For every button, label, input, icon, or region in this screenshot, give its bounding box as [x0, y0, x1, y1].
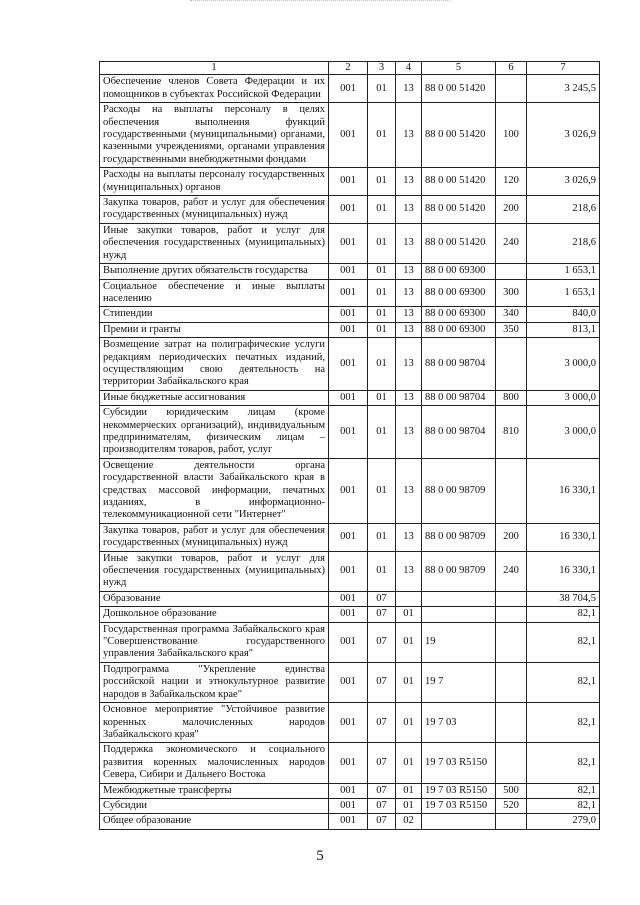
row-target-article: 19 7 03 R5150 — [422, 783, 496, 798]
table-header — [100, 62, 600, 75]
table-row — [100, 551, 600, 591]
row-target-article: 88 0 00 69300 — [422, 307, 496, 322]
row-ministry-code: 001 — [329, 814, 368, 829]
row-amount: 38 704,5 — [527, 591, 600, 606]
row-subsection-code: 01 — [396, 607, 422, 622]
row-name: Расходы на выплаты персоналу государственных (муниципальных) органов — [100, 168, 329, 196]
row-subsection-code: 02 — [396, 814, 422, 829]
top-edge-mark — [190, 0, 450, 1]
row-amount: 82,1 — [527, 662, 600, 702]
row-section-code: 07 — [368, 591, 396, 606]
row-name: Подпрограмма "Укрепление единства российской нации и этнокультурное развитие народов в Забайкальском крае" — [100, 662, 329, 702]
row-target-article: 88 0 00 69300 — [422, 279, 496, 307]
table-row — [100, 523, 600, 551]
row-expense-type — [496, 814, 527, 829]
table-body — [100, 75, 600, 829]
row-ministry-code: 001 — [329, 622, 368, 662]
row-section-code: 07 — [368, 607, 396, 622]
row-ministry-code: 001 — [329, 458, 368, 523]
row-expense-type: 120 — [496, 168, 527, 196]
row-section-code: 01 — [368, 458, 396, 523]
header-col-7: 7 — [527, 62, 600, 75]
row-name: Возмещение затрат на полиграфические услуги редакциям периодических печатных изданий, осуществляющим свою деятельность на территории Забайкальского края — [100, 338, 329, 391]
row-ministry-code: 001 — [329, 168, 368, 196]
row-amount: 1 653,1 — [527, 279, 600, 307]
row-target-article: 19 7 03 — [422, 703, 496, 743]
table-row — [100, 322, 600, 337]
row-subsection-code — [396, 591, 422, 606]
row-expense-type: 200 — [496, 523, 527, 551]
row-amount: 82,1 — [527, 798, 600, 813]
row-target-article: 88 0 00 98704 — [422, 406, 496, 459]
row-amount: 82,1 — [527, 743, 600, 783]
row-name: Государственная программа Забайкальского края "Совершенствование государственного управления Забайкальского края" — [100, 622, 329, 662]
row-ministry-code: 001 — [329, 798, 368, 813]
row-section-code: 01 — [368, 103, 396, 168]
table-row — [100, 662, 600, 702]
row-expense-type: 240 — [496, 223, 527, 263]
row-subsection-code: 01 — [396, 622, 422, 662]
row-expense-type — [496, 338, 527, 391]
row-ministry-code: 001 — [329, 279, 368, 307]
table-row — [100, 307, 600, 322]
row-target-article — [422, 814, 496, 829]
row-target-article: 88 0 00 98704 — [422, 390, 496, 405]
header-col-5: 5 — [422, 62, 496, 75]
row-subsection-code: 13 — [396, 551, 422, 591]
row-section-code: 01 — [368, 196, 396, 224]
row-expense-type — [496, 458, 527, 523]
row-ministry-code: 001 — [329, 523, 368, 551]
row-section-code: 07 — [368, 798, 396, 813]
table-row — [100, 703, 600, 743]
row-section-code: 01 — [368, 406, 396, 459]
row-target-article: 88 0 00 98709 — [422, 458, 496, 523]
row-target-article: 88 0 00 51420 — [422, 196, 496, 224]
row-name: Поддержка экономического и социального развития коренных малочисленных народов Севера, Сибири и Дальнего Востока — [100, 743, 329, 783]
row-amount: 1 653,1 — [527, 264, 600, 279]
row-ministry-code: 001 — [329, 607, 368, 622]
row-section-code: 07 — [368, 703, 396, 743]
row-expense-type: 810 — [496, 406, 527, 459]
row-ministry-code: 001 — [329, 103, 368, 168]
row-name: Расходы на выплаты персоналу в целях обеспечения выполнения функций государственными (муниципальными) органами, казенными учреждениями, органами управления государственными внебюджетными фондами — [100, 103, 329, 168]
row-amount: 3 245,5 — [527, 75, 600, 103]
row-amount: 840,0 — [527, 307, 600, 322]
row-amount: 3 000,0 — [527, 406, 600, 459]
row-target-article: 88 0 00 51420 — [422, 223, 496, 263]
row-name: Субсидии юридическим лицам (кроме некоммерческих организаций), индивидуальным предпринимателям, физическим лицам – производителям товаров, работ, услуг — [100, 406, 329, 459]
row-expense-type: 340 — [496, 307, 527, 322]
table-row — [100, 223, 600, 263]
table-row — [100, 814, 600, 829]
row-amount: 82,1 — [527, 607, 600, 622]
row-subsection-code: 01 — [396, 798, 422, 813]
row-expense-type — [496, 591, 527, 606]
header-col-1: 1 — [100, 62, 329, 75]
row-amount: 3 026,9 — [527, 103, 600, 168]
row-expense-type — [496, 607, 527, 622]
table-row — [100, 103, 600, 168]
header-col-6: 6 — [496, 62, 527, 75]
row-section-code: 01 — [368, 322, 396, 337]
row-name: Субсидии — [100, 798, 329, 813]
row-section-code: 01 — [368, 338, 396, 391]
row-expense-type — [496, 264, 527, 279]
row-section-code: 01 — [368, 390, 396, 405]
row-subsection-code: 13 — [396, 307, 422, 322]
row-target-article: 88 0 00 51420 — [422, 103, 496, 168]
row-expense-type: 100 — [496, 103, 527, 168]
row-target-article: 19 7 03 R5150 — [422, 743, 496, 783]
row-target-article: 88 0 00 98709 — [422, 523, 496, 551]
row-section-code: 01 — [368, 307, 396, 322]
row-subsection-code: 01 — [396, 743, 422, 783]
row-expense-type — [496, 622, 527, 662]
row-target-article — [422, 591, 496, 606]
row-section-code: 07 — [368, 743, 396, 783]
row-target-article: 88 0 00 51420 — [422, 168, 496, 196]
row-name: Выполнение других обязательств государства — [100, 264, 329, 279]
row-amount: 3 000,0 — [527, 338, 600, 391]
row-target-article: 19 7 — [422, 662, 496, 702]
row-subsection-code: 13 — [396, 223, 422, 263]
row-amount: 3 000,0 — [527, 390, 600, 405]
row-subsection-code: 13 — [396, 458, 422, 523]
row-ministry-code: 001 — [329, 390, 368, 405]
row-ministry-code: 001 — [329, 743, 368, 783]
row-subsection-code: 13 — [396, 196, 422, 224]
row-expense-type — [496, 662, 527, 702]
row-amount: 82,1 — [527, 703, 600, 743]
row-ministry-code: 001 — [329, 591, 368, 606]
row-name: Закупка товаров, работ и услуг для обеспечения государственных (муниципальных) нужд — [100, 523, 329, 551]
row-section-code: 01 — [368, 223, 396, 263]
row-name: Закупка товаров, работ и услуг для обеспечения государственных (муниципальных) нужд — [100, 196, 329, 224]
row-subsection-code: 01 — [396, 662, 422, 702]
table-row — [100, 279, 600, 307]
row-expense-type: 500 — [496, 783, 527, 798]
row-ministry-code: 001 — [329, 307, 368, 322]
row-name: Дошкольное образование — [100, 607, 329, 622]
row-name: Иные закупки товаров, работ и услуг для обеспечения государственных (муниципальных) нужд — [100, 223, 329, 263]
table-row — [100, 168, 600, 196]
row-name: Общее образование — [100, 814, 329, 829]
row-target-article: 88 0 00 98709 — [422, 551, 496, 591]
row-section-code: 01 — [368, 75, 396, 103]
row-expense-type: 520 — [496, 798, 527, 813]
row-expense-type: 350 — [496, 322, 527, 337]
row-subsection-code: 01 — [396, 703, 422, 743]
row-name: Премии и гранты — [100, 322, 329, 337]
row-ministry-code: 001 — [329, 338, 368, 391]
row-amount: 16 330,1 — [527, 458, 600, 523]
row-subsection-code: 01 — [396, 783, 422, 798]
row-ministry-code: 001 — [329, 783, 368, 798]
row-ministry-code: 001 — [329, 196, 368, 224]
row-name: Основное мероприятие "Устойчивое развитие коренных малочисленных народов Забайкальского края" — [100, 703, 329, 743]
table-row — [100, 390, 600, 405]
row-section-code: 07 — [368, 622, 396, 662]
row-subsection-code: 13 — [396, 279, 422, 307]
row-name: Межбюджетные трансферты — [100, 783, 329, 798]
row-ministry-code: 001 — [329, 662, 368, 702]
row-amount: 82,1 — [527, 622, 600, 662]
header-col-3: 3 — [368, 62, 396, 75]
table-row — [100, 798, 600, 813]
row-amount: 279,0 — [527, 814, 600, 829]
table-row — [100, 338, 600, 391]
row-expense-type — [496, 75, 527, 103]
row-target-article: 88 0 00 69300 — [422, 264, 496, 279]
row-section-code: 01 — [368, 168, 396, 196]
table-row — [100, 75, 600, 103]
header-col-2: 2 — [329, 62, 368, 75]
header-row — [100, 62, 600, 75]
row-ministry-code: 001 — [329, 551, 368, 591]
row-name: Освещение деятельности органа государственной власти Забайкальского края в средствах массовой информации, печатных изданиях, в информационно-телекоммуникационной сети "Интернет" — [100, 458, 329, 523]
budget-table — [99, 61, 600, 830]
row-ministry-code: 001 — [329, 223, 368, 263]
row-name: Образование — [100, 591, 329, 606]
row-amount: 813,1 — [527, 322, 600, 337]
row-amount: 16 330,1 — [527, 551, 600, 591]
row-section-code: 01 — [368, 551, 396, 591]
row-subsection-code: 13 — [396, 168, 422, 196]
row-ministry-code: 001 — [329, 322, 368, 337]
row-subsection-code: 13 — [396, 338, 422, 391]
table-row — [100, 458, 600, 523]
row-section-code: 07 — [368, 783, 396, 798]
row-target-article: 19 — [422, 622, 496, 662]
header-col-4: 4 — [396, 62, 422, 75]
row-amount: 218,6 — [527, 196, 600, 224]
row-ministry-code: 001 — [329, 703, 368, 743]
row-name: Обеспечение членов Совета Федерации и их помощников в субъектах Российской Федерации — [100, 75, 329, 103]
row-target-article: 88 0 00 51420 — [422, 75, 496, 103]
row-ministry-code: 001 — [329, 75, 368, 103]
row-name: Стипендии — [100, 307, 329, 322]
row-ministry-code: 001 — [329, 406, 368, 459]
row-expense-type: 300 — [496, 279, 527, 307]
row-name: Иные бюджетные ассигнования — [100, 390, 329, 405]
row-subsection-code: 13 — [396, 523, 422, 551]
row-name: Иные закупки товаров, работ и услуг для обеспечения государственных (муниципальных) нужд — [100, 551, 329, 591]
row-subsection-code: 13 — [396, 75, 422, 103]
row-amount: 3 026,9 — [527, 168, 600, 196]
row-subsection-code: 13 — [396, 103, 422, 168]
row-ministry-code: 001 — [329, 264, 368, 279]
row-section-code: 07 — [368, 814, 396, 829]
row-target-article: 88 0 00 69300 — [422, 322, 496, 337]
row-target-article: 19 7 03 R5150 — [422, 798, 496, 813]
row-subsection-code: 13 — [396, 390, 422, 405]
page-number: 5 — [316, 848, 324, 864]
row-section-code: 07 — [368, 662, 396, 702]
table-row — [100, 264, 600, 279]
row-expense-type: 200 — [496, 196, 527, 224]
table-row — [100, 743, 600, 783]
row-subsection-code: 13 — [396, 264, 422, 279]
row-expense-type — [496, 703, 527, 743]
row-expense-type — [496, 743, 527, 783]
table-row — [100, 406, 600, 459]
row-subsection-code: 13 — [396, 406, 422, 459]
row-expense-type: 800 — [496, 390, 527, 405]
row-amount: 16 330,1 — [527, 523, 600, 551]
row-amount: 82,1 — [527, 783, 600, 798]
row-section-code: 01 — [368, 279, 396, 307]
row-section-code: 01 — [368, 523, 396, 551]
row-name: Социальное обеспечение и иные выплаты населению — [100, 279, 329, 307]
table-row — [100, 591, 600, 606]
row-section-code: 01 — [368, 264, 396, 279]
row-target-article: 88 0 00 98704 — [422, 338, 496, 391]
table-row — [100, 196, 600, 224]
table-row — [100, 622, 600, 662]
row-target-article — [422, 607, 496, 622]
table-row — [100, 607, 600, 622]
row-subsection-code: 13 — [396, 322, 422, 337]
row-expense-type: 240 — [496, 551, 527, 591]
table-row — [100, 783, 600, 798]
row-amount: 218,6 — [527, 223, 600, 263]
